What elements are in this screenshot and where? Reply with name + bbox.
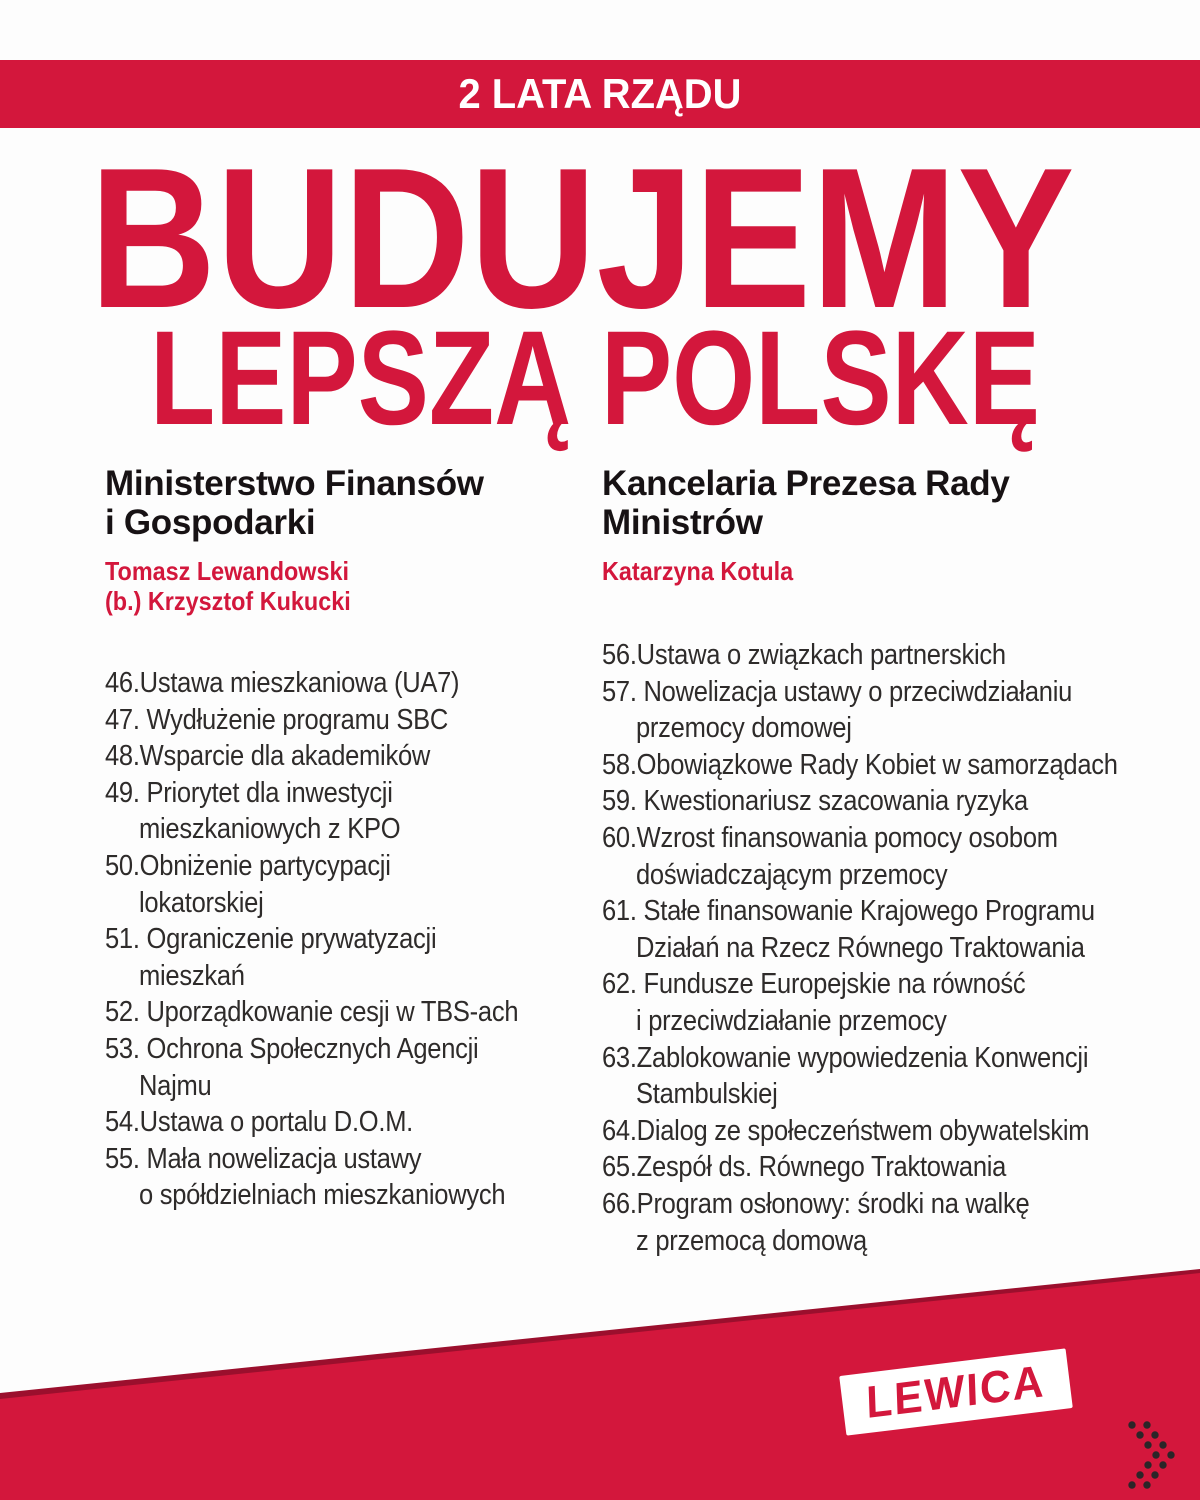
minister-name (105, 586, 600, 616)
header-line-line: Ministrów (602, 503, 763, 542)
list-item-line: doświadczającym przemocy (636, 858, 948, 891)
list-item-line: 64.Dialog ze społeczeństwem obywatelskim (602, 1114, 1090, 1147)
minister-name (602, 556, 1198, 586)
header-line (105, 464, 600, 503)
header-line (105, 503, 600, 542)
list-item (602, 1113, 1198, 1150)
list-item (105, 994, 600, 1031)
list-item-line: 63.Zablokowanie wypowiedzenia Konwencji (602, 1041, 1089, 1074)
list-item-line: 53. Ochrona Społecznych Agencji (105, 1032, 479, 1065)
achievement-list (105, 665, 600, 1214)
list-item-line: Najmu (139, 1069, 212, 1102)
header-line (602, 503, 1198, 542)
list-item-line: 57. Nowelizacja ustawy o przeciwdziałaniu (602, 675, 1073, 708)
list-item (602, 966, 1198, 1039)
list-item-line: 62. Fundusze Europejskie na równość (602, 968, 1026, 1001)
list-item-line: 54.Ustawa o portalu D.O.M. (105, 1106, 414, 1139)
list-item-line: 66.Program osłonowy: środki na walkę (602, 1187, 1030, 1220)
list-item-line: 56.Ustawa o związkach partnerskich (602, 639, 1006, 671)
header-line-line: i Gospodarki (105, 503, 316, 542)
dotted-chevron-right-icon (1122, 1417, 1180, 1493)
list-item-line: 59. Kwestionariusz szacowania ryzyka (602, 785, 1028, 818)
header-line (602, 464, 1198, 503)
list-item (602, 893, 1198, 966)
page-title (0, 138, 1200, 468)
minister-name-line: Katarzyna Kotula (602, 556, 794, 586)
list-item-line: 52. Uporządkowanie cesji w TBS-ach (105, 996, 519, 1029)
list-item-line: 61. Stałe finansowanie Krajowego Programu (602, 895, 1095, 928)
list-item (105, 1104, 600, 1141)
list-item (602, 1186, 1198, 1259)
list-item-line: Działań na Rzecz Równego Traktowania (636, 931, 1085, 964)
list-item-line: z przemocą domową (636, 1224, 867, 1257)
list-item (105, 1141, 600, 1214)
column-header (105, 464, 600, 542)
list-item (105, 775, 600, 848)
list-item (105, 1031, 600, 1104)
list-item (105, 665, 600, 702)
list-item-line: 48.Wsparcie dla akademików (105, 740, 431, 773)
list-item-line: 55. Mała nowelizacja ustawy (105, 1142, 422, 1175)
list-item (105, 702, 600, 739)
minister-name (105, 556, 600, 586)
minister-name-line: (b.) Krzysztof Kukucki (105, 586, 351, 616)
title-line-2: LEPSZĄ POLSKĘ (150, 304, 1040, 453)
list-item-line: 49. Priorytet dla inwestycji (105, 776, 393, 809)
list-item (602, 674, 1198, 747)
list-item-line: lokatorskiej (139, 886, 264, 919)
list-item-line: mieszkań (139, 959, 245, 992)
list-item-line: o spółdzielniach mieszkaniowych (139, 1179, 506, 1212)
list-item (105, 921, 600, 994)
list-item-line: 65.Zespół ds. Równego Traktowania (602, 1151, 1007, 1184)
list-item (602, 783, 1198, 820)
list-item (105, 738, 600, 775)
list-item-line: Stambulskiej (636, 1078, 778, 1111)
list-item (602, 820, 1198, 893)
header-line-line: Kancelaria Prezesa Rady (602, 464, 1010, 503)
list-item-line: 50.Obniżenie partycypacji (105, 849, 391, 882)
list-item (602, 637, 1198, 674)
header-line-line: Ministerstwo Finansów (105, 464, 484, 503)
column-ministerstwo-finansow (105, 464, 600, 1214)
list-item (105, 848, 600, 921)
minister-names (602, 556, 1198, 586)
column-header (602, 464, 1198, 542)
minister-names (105, 556, 600, 616)
banner-label: 2 LATA RZĄDU (458, 70, 742, 117)
minister-name-line: Tomasz Lewandowski (105, 556, 350, 586)
list-item-line: przemocy domowej (636, 712, 852, 745)
list-item-line: 51. Ograniczenie prywatyzacji (105, 923, 437, 956)
list-item-line: 46.Ustawa mieszkaniowa (UA7) (105, 667, 460, 699)
list-item (602, 1149, 1198, 1186)
list-item-line: i przeciwdziałanie przemocy (636, 1004, 947, 1037)
list-item (602, 747, 1198, 784)
achievement-list (602, 637, 1198, 1259)
list-item-line: 60.Wzrost finansowania pomocy osobom (602, 821, 1058, 854)
column-kancelaria-premiera (602, 464, 1198, 1259)
list-item-line: 58.Obowiązkowe Rady Kobiet w samorządach (602, 748, 1118, 781)
title-line-1: BUDUJEMY (89, 138, 1075, 350)
list-item-line: 47. Wydłużenie programu SBC (105, 703, 449, 736)
list-item-line: mieszkaniowych z KPO (139, 813, 401, 846)
top-banner (0, 60, 1200, 128)
list-item (602, 1040, 1198, 1113)
lewica-logo-text: LEWICA (865, 1354, 1047, 1429)
